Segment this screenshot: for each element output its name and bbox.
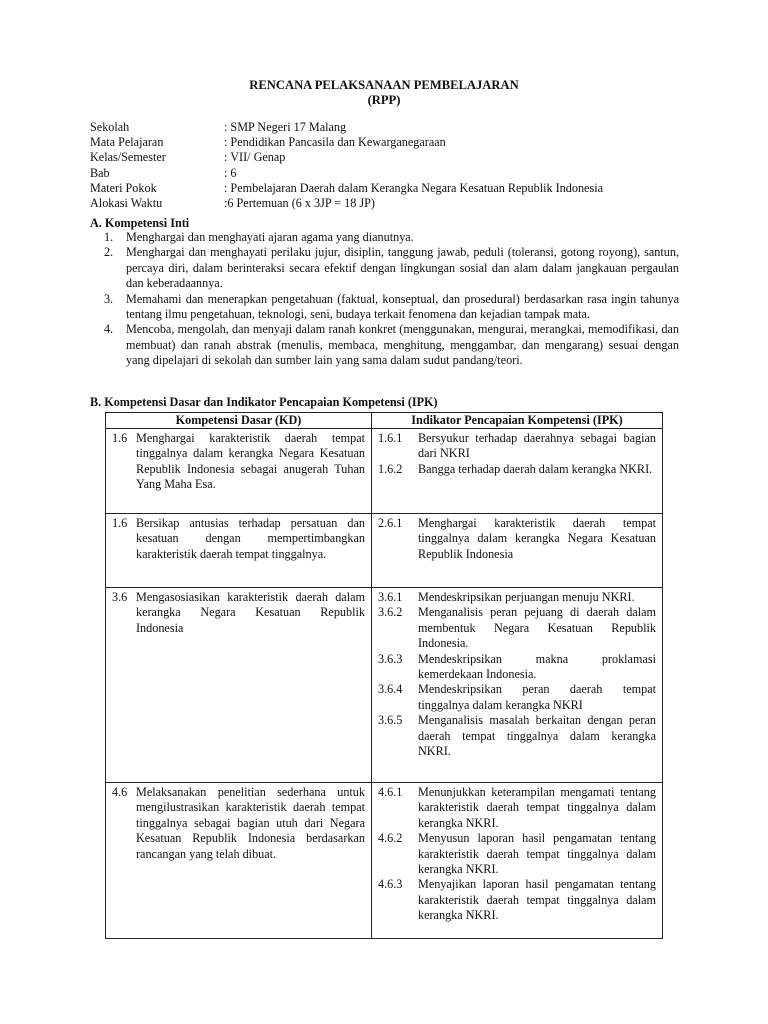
list-number: 3. bbox=[104, 291, 114, 306]
list-text: Menghargai dan menghayati ajaran agama yang dianutnya. bbox=[126, 230, 414, 244]
ipk-code: 3.6.2 bbox=[378, 605, 403, 620]
meta-label: Sekolah bbox=[90, 120, 130, 134]
kd-code: 1.6 bbox=[112, 431, 128, 445]
ipk-item bbox=[378, 605, 656, 651]
title-line-1: RENCANA PELAKSANAAN PEMBELAJARAN bbox=[249, 78, 519, 92]
ipk-code: 4.6.3 bbox=[378, 877, 403, 892]
kd-text: Mengasosiasikan karakteristik daerah dalam kerangka Negara Kesatuan Republik Indonesia bbox=[136, 590, 365, 635]
ipk-item bbox=[378, 652, 656, 683]
kd-code: 3.6 bbox=[112, 590, 128, 604]
ipk-text: Mendeskripsikan peran daerah tempat tinggalnya dalam kerangka NKRI bbox=[418, 682, 656, 712]
meta-value: :6 Pertemuan (6 x 3JP = 18 JP) bbox=[224, 195, 375, 210]
list-number: 2. bbox=[104, 245, 114, 260]
kd-text: Bersikap antusias terhadap persatuan dan kesatuan dengan mempertimbangkan karakteristik daerah tempat tinggalnya. bbox=[136, 516, 365, 561]
meta-label: Kelas/Semester bbox=[90, 150, 166, 165]
ipk-item bbox=[378, 785, 656, 831]
ipk-item bbox=[378, 877, 656, 923]
kd-item bbox=[112, 785, 365, 862]
meta-value: : 6 bbox=[224, 165, 237, 180]
header-kd: Kompetensi Dasar (KD) bbox=[106, 413, 372, 429]
ipk-text: Menyajikan laporan hasil pengamatan tentang karakteristik daerah tempat tinggalnya dalam kerangka NKRI. bbox=[418, 877, 656, 923]
ipk-item bbox=[378, 713, 656, 759]
meta-value: : VII/ Genap bbox=[224, 150, 286, 165]
table-row bbox=[106, 783, 663, 939]
ipk-cell bbox=[372, 429, 663, 514]
meta-label: Mata Pelajaran bbox=[90, 135, 164, 150]
ipk-text: Menunjukkan keterampilan mengamati tentang karakteristik daerah tempat tinggalnya dalam kerangka NKRI. bbox=[418, 785, 656, 830]
ipk-cell bbox=[372, 588, 663, 783]
ipk-text: Mendeskripsikan makna proklamasi kemerdekaan Indonesia. bbox=[418, 651, 656, 682]
list-item bbox=[104, 322, 679, 368]
ipk-cell bbox=[372, 783, 663, 939]
list-text: Menghargai dan menghayati perilaku jujur, disiplin, tanggung jawab, peduli (toleransi, gotong royong), santun, percaya diri, dalam berinteraksi secara efektif dengan lingkungan sosial dan alam dalam jangkauan pergaulan dan keberadaannya. bbox=[126, 245, 679, 291]
meta-row-sekolah bbox=[90, 120, 690, 135]
ipk-item bbox=[378, 682, 656, 713]
meta-value: : Pendidikan Pancasila dan Kewarganegaraan bbox=[224, 135, 446, 150]
title-line-2: (RPP) bbox=[367, 93, 401, 108]
kd-cell bbox=[106, 429, 372, 514]
document-title bbox=[0, 78, 768, 109]
list-text: Mencoba, mengolah, dan menyaji dalam ranah konkret (menggunakan, mengurai, merangkai, memodifikasi, dan membuat) dan ranah abstrak (menulis, membaca, menghitung, menggambar, dan mengarang) sesuai dengan yang dipelajari di sekolah dan sumber lain yang sama dalam sudut pandang/teori. bbox=[126, 322, 679, 368]
header-ipk: Indikator Pencapaian Kompetensi (IPK) bbox=[372, 413, 663, 429]
ipk-text: Menganalisis peran pejuang di daerah dalam membentuk Negara Kesatuan Republik Indonesia. bbox=[418, 605, 656, 651]
table-row bbox=[106, 514, 663, 588]
section-b-heading: B. Kompetensi Dasar dan Indikator Pencapaian Kompetensi (IPK) bbox=[90, 395, 438, 409]
section-a-heading: A. Kompetensi Inti bbox=[90, 216, 190, 230]
meta-row-kelas-semester bbox=[90, 150, 690, 165]
ipk-code: 3.6.5 bbox=[378, 713, 403, 728]
kd-text: Melaksanakan penelitian sederhana untuk mengilustrasikan karakteristik daerah tempat tinggalnya sebagai bagian utuh dari Negara Kesatuan Republik Indonesia berdasarkan rancangan yang telah dibuat. bbox=[136, 785, 365, 861]
ipk-text: Menghargai karakteristik daerah tempat tinggalnya dalam kerangka Negara Kesatuan Republik Indonesia bbox=[418, 516, 656, 561]
meta-label: Alokasi Waktu bbox=[90, 195, 163, 210]
kd-cell bbox=[106, 588, 372, 783]
kd-code: 4.6 bbox=[112, 785, 128, 799]
ipk-code: 2.6.1 bbox=[378, 516, 403, 530]
ipk-code: 3.6.1 bbox=[378, 590, 403, 604]
ipk-code: 4.6.2 bbox=[378, 831, 403, 846]
ipk-code: 4.6.1 bbox=[378, 785, 403, 799]
kd-cell bbox=[106, 783, 372, 939]
ipk-item bbox=[378, 516, 656, 562]
identity-block bbox=[90, 120, 690, 211]
meta-value: : Pembelajaran Daerah dalam Kerangka Negara Kesatuan Republik Indonesia bbox=[224, 180, 604, 195]
ipk-text: Mendeskripsikan perjuangan menuju NKRI. bbox=[418, 590, 635, 604]
meta-value: : SMP Negeri 17 Malang bbox=[224, 120, 347, 134]
meta-label: Bab bbox=[90, 165, 110, 180]
kd-code: 1.6 bbox=[112, 516, 128, 530]
ipk-item bbox=[378, 431, 656, 462]
kd-cell bbox=[106, 514, 372, 588]
ipk-cell bbox=[372, 514, 663, 588]
meta-row-materi-pokok bbox=[90, 181, 690, 196]
ipk-code: 3.6.4 bbox=[378, 682, 403, 697]
ipk-text: Menganalisis masalah berkaitan dengan peran daerah tempat tinggalnya dalam kerangka NKRI. bbox=[418, 713, 656, 759]
kd-text: Menghargai karakteristik daerah tempat tinggalnya dalam kerangka Negara Kesatuan Republik Indonesia sebagai anugerah Tuhan Yang Maha Esa. bbox=[136, 431, 365, 492]
table-header-row bbox=[106, 413, 663, 429]
meta-label: Materi Pokok bbox=[90, 180, 157, 195]
kd-ipk-table bbox=[105, 412, 663, 939]
kd-item bbox=[112, 590, 365, 636]
ipk-item bbox=[378, 831, 656, 877]
ipk-code: 1.6.2 bbox=[378, 461, 403, 476]
ipk-text: Menyusun laporan hasil pengamatan tentang karakteristik daerah tempat tinggalnya dalam kerangka NKRI. bbox=[418, 831, 656, 877]
list-item bbox=[104, 230, 679, 245]
ipk-text: Bersyukur terhadap daerahnya sebagai bagian dari NKRI bbox=[418, 431, 656, 461]
list-item bbox=[104, 292, 679, 323]
ipk-item bbox=[378, 462, 656, 477]
ipk-code: 1.6.1 bbox=[378, 431, 403, 445]
list-item bbox=[104, 245, 679, 291]
kompetensi-inti-list bbox=[104, 230, 679, 369]
list-number: 1. bbox=[104, 230, 114, 244]
list-number: 4. bbox=[104, 322, 114, 337]
list-text: Memahami dan menerapkan pengetahuan (faktual, konseptual, dan prosedural) berdasarkan rasa ingin tahunya tentang ilmu pengetahuan, teknologi, seni, budaya terkait fenomena dan kejadian tampak mata. bbox=[126, 291, 679, 322]
ipk-code: 3.6.3 bbox=[378, 651, 403, 666]
kd-item bbox=[112, 431, 365, 493]
meta-row-alokasi-waktu bbox=[90, 196, 690, 211]
table-row bbox=[106, 429, 663, 514]
ipk-item bbox=[378, 590, 656, 605]
ipk-text: Bangga terhadap daerah dalam kerangka NKRI. bbox=[418, 461, 653, 476]
meta-row-bab bbox=[90, 166, 690, 181]
kd-item bbox=[112, 516, 365, 562]
table-row bbox=[106, 588, 663, 783]
meta-row-mata-pelajaran bbox=[90, 135, 690, 150]
